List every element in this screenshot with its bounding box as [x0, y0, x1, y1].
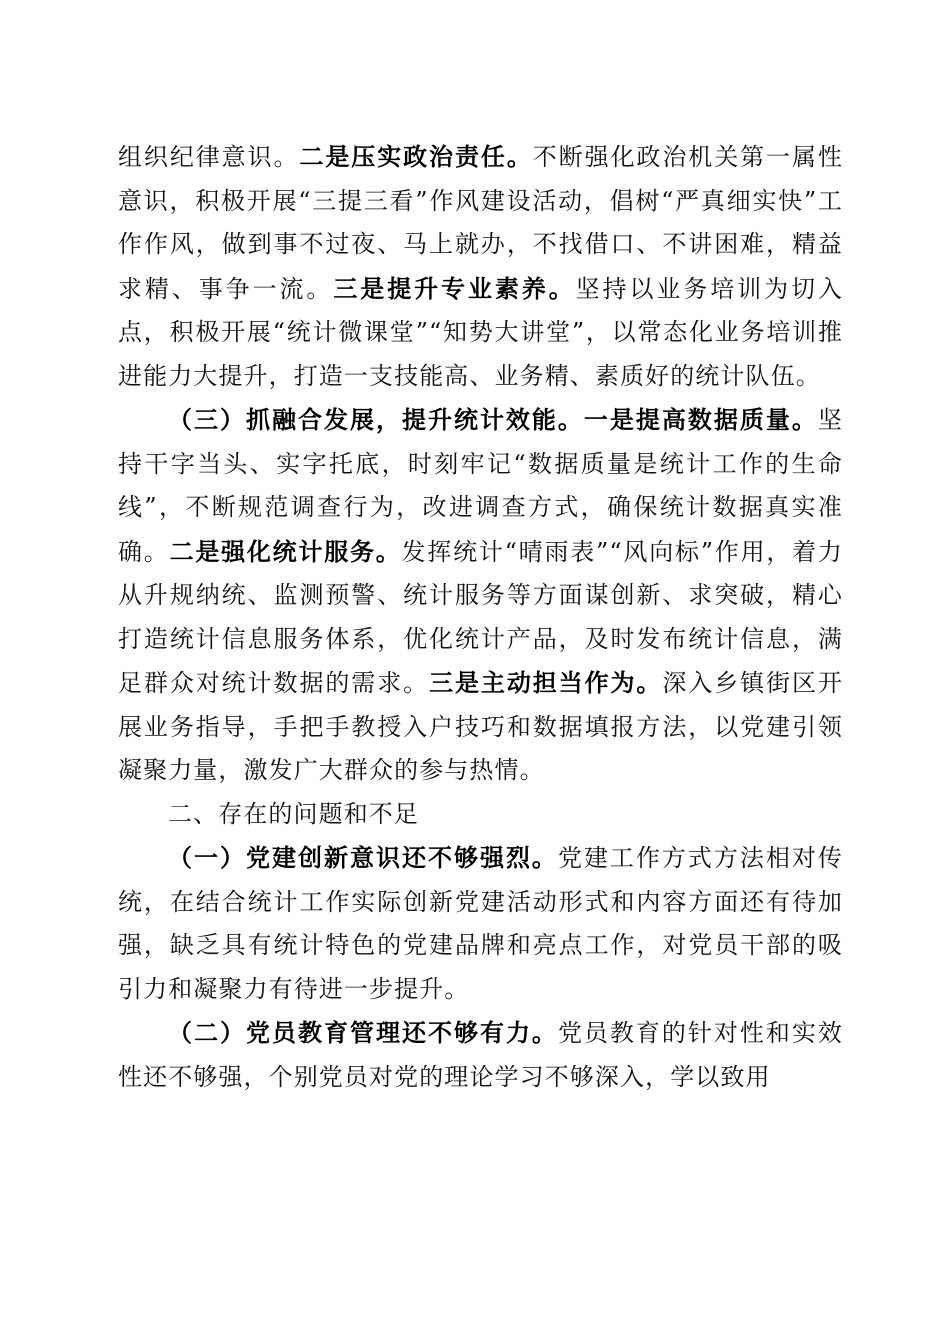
- text-segment: 坚持干字当头、实字托底，时刻牢记“数据质量是统计工作的生命线”，不断规范调查行为，改进调查方式，确保统计数据真实准确。: [118, 406, 843, 566]
- bold-point-professional-quality: 三是提升专业素养。: [333, 273, 576, 303]
- paragraph-innovation-awareness: [118, 836, 843, 1011]
- document-body: [118, 135, 843, 1099]
- bold-point-political-responsibility: 二是压实政治责任。: [299, 142, 533, 171]
- text-segment: 坚持以业务培训为切入点，积极开展“统计微课堂”“知势大讲堂”，以常态化业务培训推进能力大提升，打造一支技能高、业务精、素质好的统计队伍。: [118, 274, 844, 390]
- text-segment: 发挥统计“晴雨表”“风向标”作用，着力从升规纳统、监测预警、统计服务等方面谋创新、求突破，精心打造统计信息服务体系，优化统计产品，及时发布统计信息，满足群众对统计数据的需求。: [118, 537, 844, 697]
- paragraph-member-education: [118, 1011, 843, 1099]
- bold-point-take-responsibility: 三是主动担当作为。: [429, 668, 663, 697]
- bold-point-data-quality: 一是提高数据质量。: [583, 405, 818, 434]
- text-segment: 组织纪律意识。: [118, 143, 300, 171]
- text-segment: 党建工作方式方法相对传统，在结合统计工作实际创新党建活动形式和内容方面还有待加强，缺乏具有统计特色的党建品牌和亮点工作，对党员干部的吸引力和凝聚力有待进一步提升。: [118, 844, 843, 1003]
- subheading-two: （二）党员教育管理还不够有力。: [168, 1018, 558, 1047]
- heading-text: 二、存在的问题和不足: [168, 799, 419, 828]
- section-heading-three: （三）抓融合发展，提升统计效能。: [168, 405, 584, 434]
- bold-point-statistics-service: 二是强化统计服务。: [169, 536, 402, 566]
- text-segment: 深入乡镇街区开展业务指导，手把手教授入户技巧和数据填报方法，以党建引领凝聚力量，激发广大群众的参与热情。: [118, 669, 843, 784]
- text-segment: 不断强化政治机关第一属性意识，积极开展“三提三看”作风建设活动，倡树“严真细实快”工作作风，做到事不过夜、马上就办，不找借口、不讲困难，精益求精、事争一流。: [118, 143, 843, 303]
- subheading-one: （一）党建创新意识还不够强烈。: [168, 843, 558, 872]
- paragraph-statistics-efficiency: [118, 398, 843, 793]
- paragraph-work-style: [118, 135, 843, 398]
- text-segment: 党员教育的针对性和实效性还不够强，个别党员对党的理论学习不够深入，学以致用: [118, 1019, 843, 1091]
- section-heading-problems: [118, 793, 843, 837]
